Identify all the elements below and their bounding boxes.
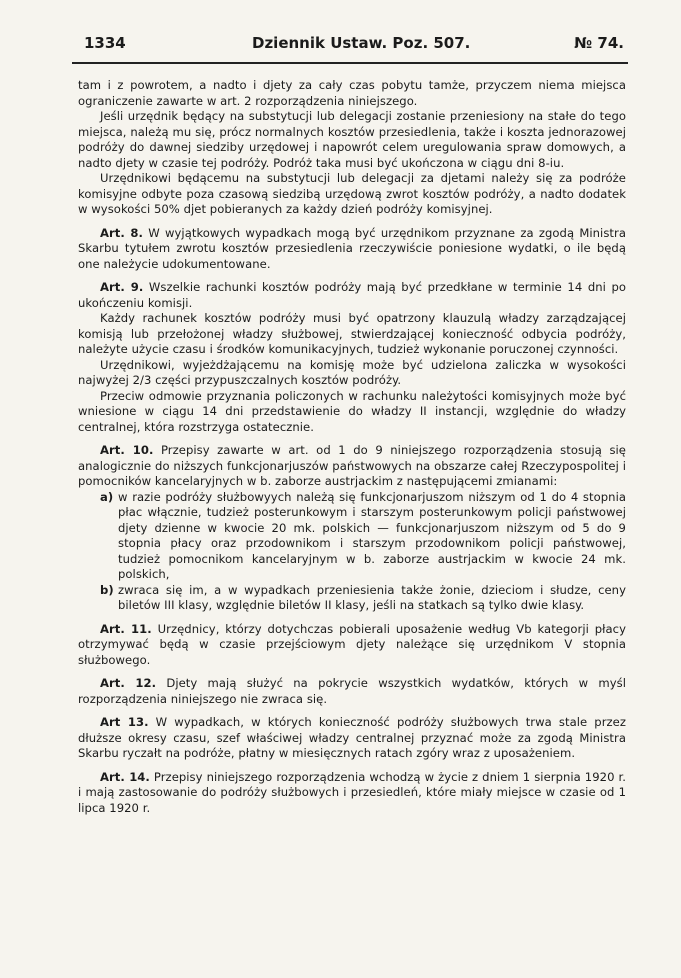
- list-item-text: zwraca się im, a w wypadkach przeniesienia także żonie, dzieciom i słudze, ceny biletów III klasy, względnie biletów II klasy, jeśli na statkach są tylko dwie klasy.: [118, 582, 626, 612]
- article-14: [78, 770, 626, 817]
- article-label: Art. 11.: [100, 621, 152, 636]
- article-paragraph: Przeciw odmowie przyznania policzonych w rachunku należytości komisyjnych może być wniesione w ciągu 14 dni przedstawienie do władzy II instancji, względnie do władzy centralnej, która rozstrzyga ostatecznie.: [78, 388, 626, 434]
- article-text: Wszelkie rachunki kosztów podróży mają być przedkłane w terminie 14 dni po ukończeniu komisji.: [78, 280, 626, 310]
- article-label: Art. 9.: [100, 280, 144, 294]
- page-header: [84, 26, 624, 56]
- article-8: [78, 226, 626, 273]
- article-text: Przepisy zawarte w art. od 1 do 9 niniejszego rozporządzenia stosują się analogicznie do niższych funkcjonarjuszów państwowych na obszarze całej Rzeczypospolitej i pomocników kancelaryjnych w b. zaborze austrjackim z następującemi zmianami:: [78, 443, 626, 488]
- article-paragraph: Urzędnikowi, wyjeżdżającemu na komisję może być udzielona zaliczka w wysokości najwyżej 2/3 części przypuszczalnych kosztów podróży.: [78, 357, 626, 387]
- intro-paragraph: Urzędnikowi będącemu na substytucji lub delegacji za djetami należy się za podróże komisyjne odbyte poza czasową siedzibą urzędową zwrot kosztów podróży, a nadto dodatek w wysokości 50% djet pobieranych za każdy dzień podróży komisyjnej.: [78, 171, 626, 216]
- list-item-label: a): [100, 489, 114, 504]
- journal-title: Dziennik Ustaw. Poz. 507.: [252, 34, 471, 52]
- article-label: Art 13.: [100, 715, 149, 729]
- intro-paragraph: Jeśli urzędnik będący na substytucji lub delegacji zostanie przeniesiony na stałe do tego miejsca, należą mu się, prócz normalnych kosztów przesiedlenia, także i koszta jednorazowej podróży do dawnej siedziby urzędowej i napowrót celem uregulowania spraw domowych, a nadto djety w czasie tej podróży. Podróż taka musi być ukończona w ciągu dni 8-iu.: [78, 109, 626, 170]
- article-label: Art. 10.: [100, 443, 154, 457]
- article-text: Przepisy niniejszego rozporządzenia wchodzą w życie z dniem 1 sierpnia 1920 r. i mają zastosowanie do podróży służbowych i przesiedleń, które miały miejsce w czasie od 1 lipca 1920 r.: [78, 769, 626, 815]
- list-item: [78, 583, 626, 614]
- article-10: [78, 443, 626, 490]
- intro-paragraph: tam i z powrotem, a nadto i djety za cały czas pobytu tamże, przyczem niema miejsca ograniczenie zawarte w art. 2 rozporządzenia niniejszego.: [78, 78, 626, 108]
- article-text: Urzędnicy, którzy dotychczas pobierali uposażenie według Vb kategorji płacy otrzymywać będą w czasie przejściowym djety należące się urzędnikom V stopnia służbowego.: [78, 621, 626, 667]
- article-9: [78, 280, 626, 311]
- article-label: Art. 12.: [100, 676, 157, 690]
- article-11: [78, 622, 626, 669]
- list-item-text: w razie podróży służbowyych należą się funkcjonarjuszom niższym od 1 do 4 stopnia płac włącznie, tudzież posterunkowym i starszym posterunkowym policji państwowej djety dzienne w kwocie 20 mk. polskich — funkcjonarjuszom niższym od 5 do 9 stopnia płacy oraz przodownikom i starszym przodownikom policji państwowej, tudzież pomocnikom kancelaryjnym w b. zaborze austrjackim w kwocie 24 mk. polskich,: [118, 489, 626, 581]
- issue-number: № 74.: [574, 34, 624, 52]
- document-body: [78, 78, 626, 816]
- header-rule: [72, 62, 628, 64]
- article-label: Art. 8.: [100, 225, 143, 240]
- list-item-label: b): [100, 582, 114, 597]
- article-13: [78, 715, 626, 762]
- page-number: 1334: [84, 34, 126, 52]
- article-10-list: [78, 490, 626, 614]
- article-12: [78, 676, 626, 707]
- article-text: Djety mają służyć na pokrycie wszystkich wydatków, których w myśl rozporządzenia niniejszego nie zwraca się.: [78, 676, 626, 706]
- article-paragraph: Każdy rachunek kosztów podróży musi być opatrzony klauzulą władzy zarządzającej komisją lub przełożonej władzy służbowej, stwierdzającej konieczność odbycia podróży, należyte użycie czasu i środków komunikacyjnych, tudzież wykonanie poruczonej czynności.: [78, 311, 626, 356]
- article-text: W wypadkach, w których konieczność podróży służbowych trwa stale przez dłuższe okresy czasu, szef właściwej władzy centralnej przyznać może za zgodą Ministra Skarbu ryczałt na podróże, płatny w miesięcznych ratach zgóry wraz z uposażeniem.: [78, 715, 626, 760]
- article-label: Art. 14.: [100, 769, 150, 784]
- list-item: [78, 490, 626, 583]
- article-text: W wyjątkowych wypadkach mogą być urzędnikom przyznane za zgodą Ministra Skarbu tytułem zwrotu kosztów przesiedlenia rzeczywiście poniesione wydatki, o ile będą one należycie udokumentowane.: [78, 225, 626, 271]
